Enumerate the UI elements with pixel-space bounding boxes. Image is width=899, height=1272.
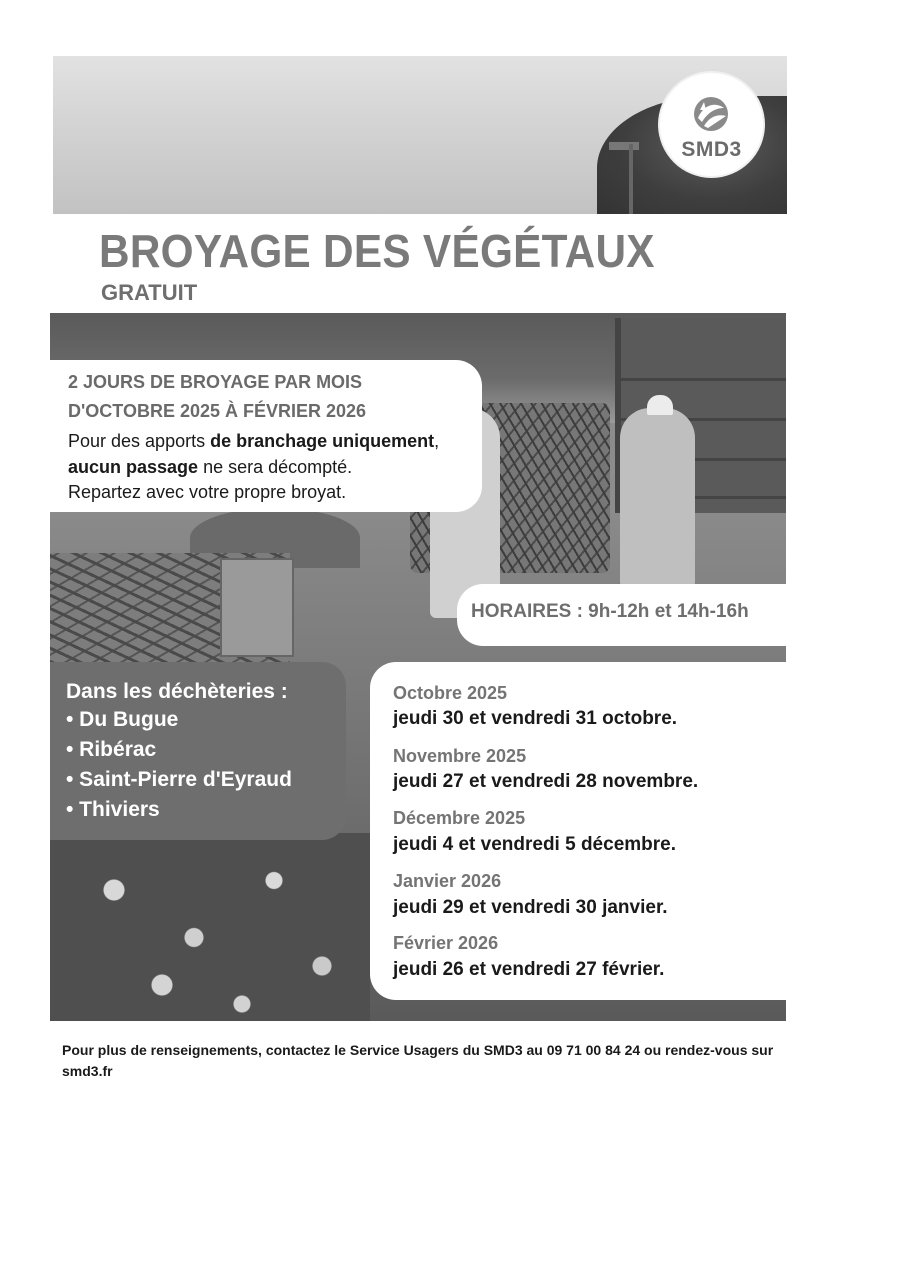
- hours-text: HORAIRES : 9h-12h et 14h-16h: [471, 601, 749, 622]
- schedule-dates: jeudi 26 et vendredi 27 février.: [393, 959, 665, 980]
- location-item: • Thiviers: [66, 798, 160, 821]
- schedule-dates: jeudi 4 et vendredi 5 décembre.: [393, 834, 676, 855]
- street-lamp-pole: [629, 144, 633, 214]
- schedule-month: Février 2026: [393, 933, 499, 953]
- schedule-dates: jeudi 29 et vendredi 30 janvier.: [393, 897, 668, 918]
- location-item: • Du Bugue: [66, 708, 179, 731]
- info-headline-2: D'OCTOBRE 2025 À FÉVRIER 2026: [68, 401, 367, 421]
- photo-helmet: [647, 395, 673, 415]
- locations-title: Dans les déchèteries :: [66, 680, 288, 703]
- schedule-month: Janvier 2026: [393, 871, 502, 891]
- schedule-dates: jeudi 27 et vendredi 28 novembre.: [393, 771, 699, 792]
- info-headline-1: 2 JOURS DE BROYAGE PAR MOIS: [68, 372, 363, 392]
- schedule-month: Octobre 2025: [393, 683, 508, 703]
- info-text-3: Repartez avec votre propre broyat.: [68, 482, 347, 502]
- page-subtitle: GRATUIT: [101, 280, 198, 305]
- photo-bin: [220, 558, 294, 657]
- smd3-logo-text: SMD3: [681, 138, 742, 161]
- street-lamp-head: [609, 142, 639, 150]
- schedule-month: Décembre 2025: [393, 808, 526, 828]
- page-title: BROYAGE DES VÉGÉTAUX: [99, 225, 655, 277]
- footer-contact-text: Pour plus de renseignements, contactez le Service Usagers du SMD3 au 09 71 00 84 24 ou rendez-vous sur smd3.fr: [62, 1042, 774, 1079]
- location-item: • Ribérac: [66, 738, 157, 761]
- schedule-month: Novembre 2025: [393, 746, 527, 766]
- smd3-logo-icon: [690, 94, 732, 134]
- photo-leaves: [50, 833, 370, 1021]
- schedule-dates: jeudi 30 et vendredi 31 octobre.: [393, 708, 678, 729]
- info-text-1: Pour des apports de branchage uniquement,: [68, 431, 440, 451]
- location-item: • Saint-Pierre d'Eyraud: [66, 768, 292, 791]
- photo-worker-right: [620, 408, 695, 588]
- info-text-2: aucun passage ne sera décompté.: [68, 457, 353, 477]
